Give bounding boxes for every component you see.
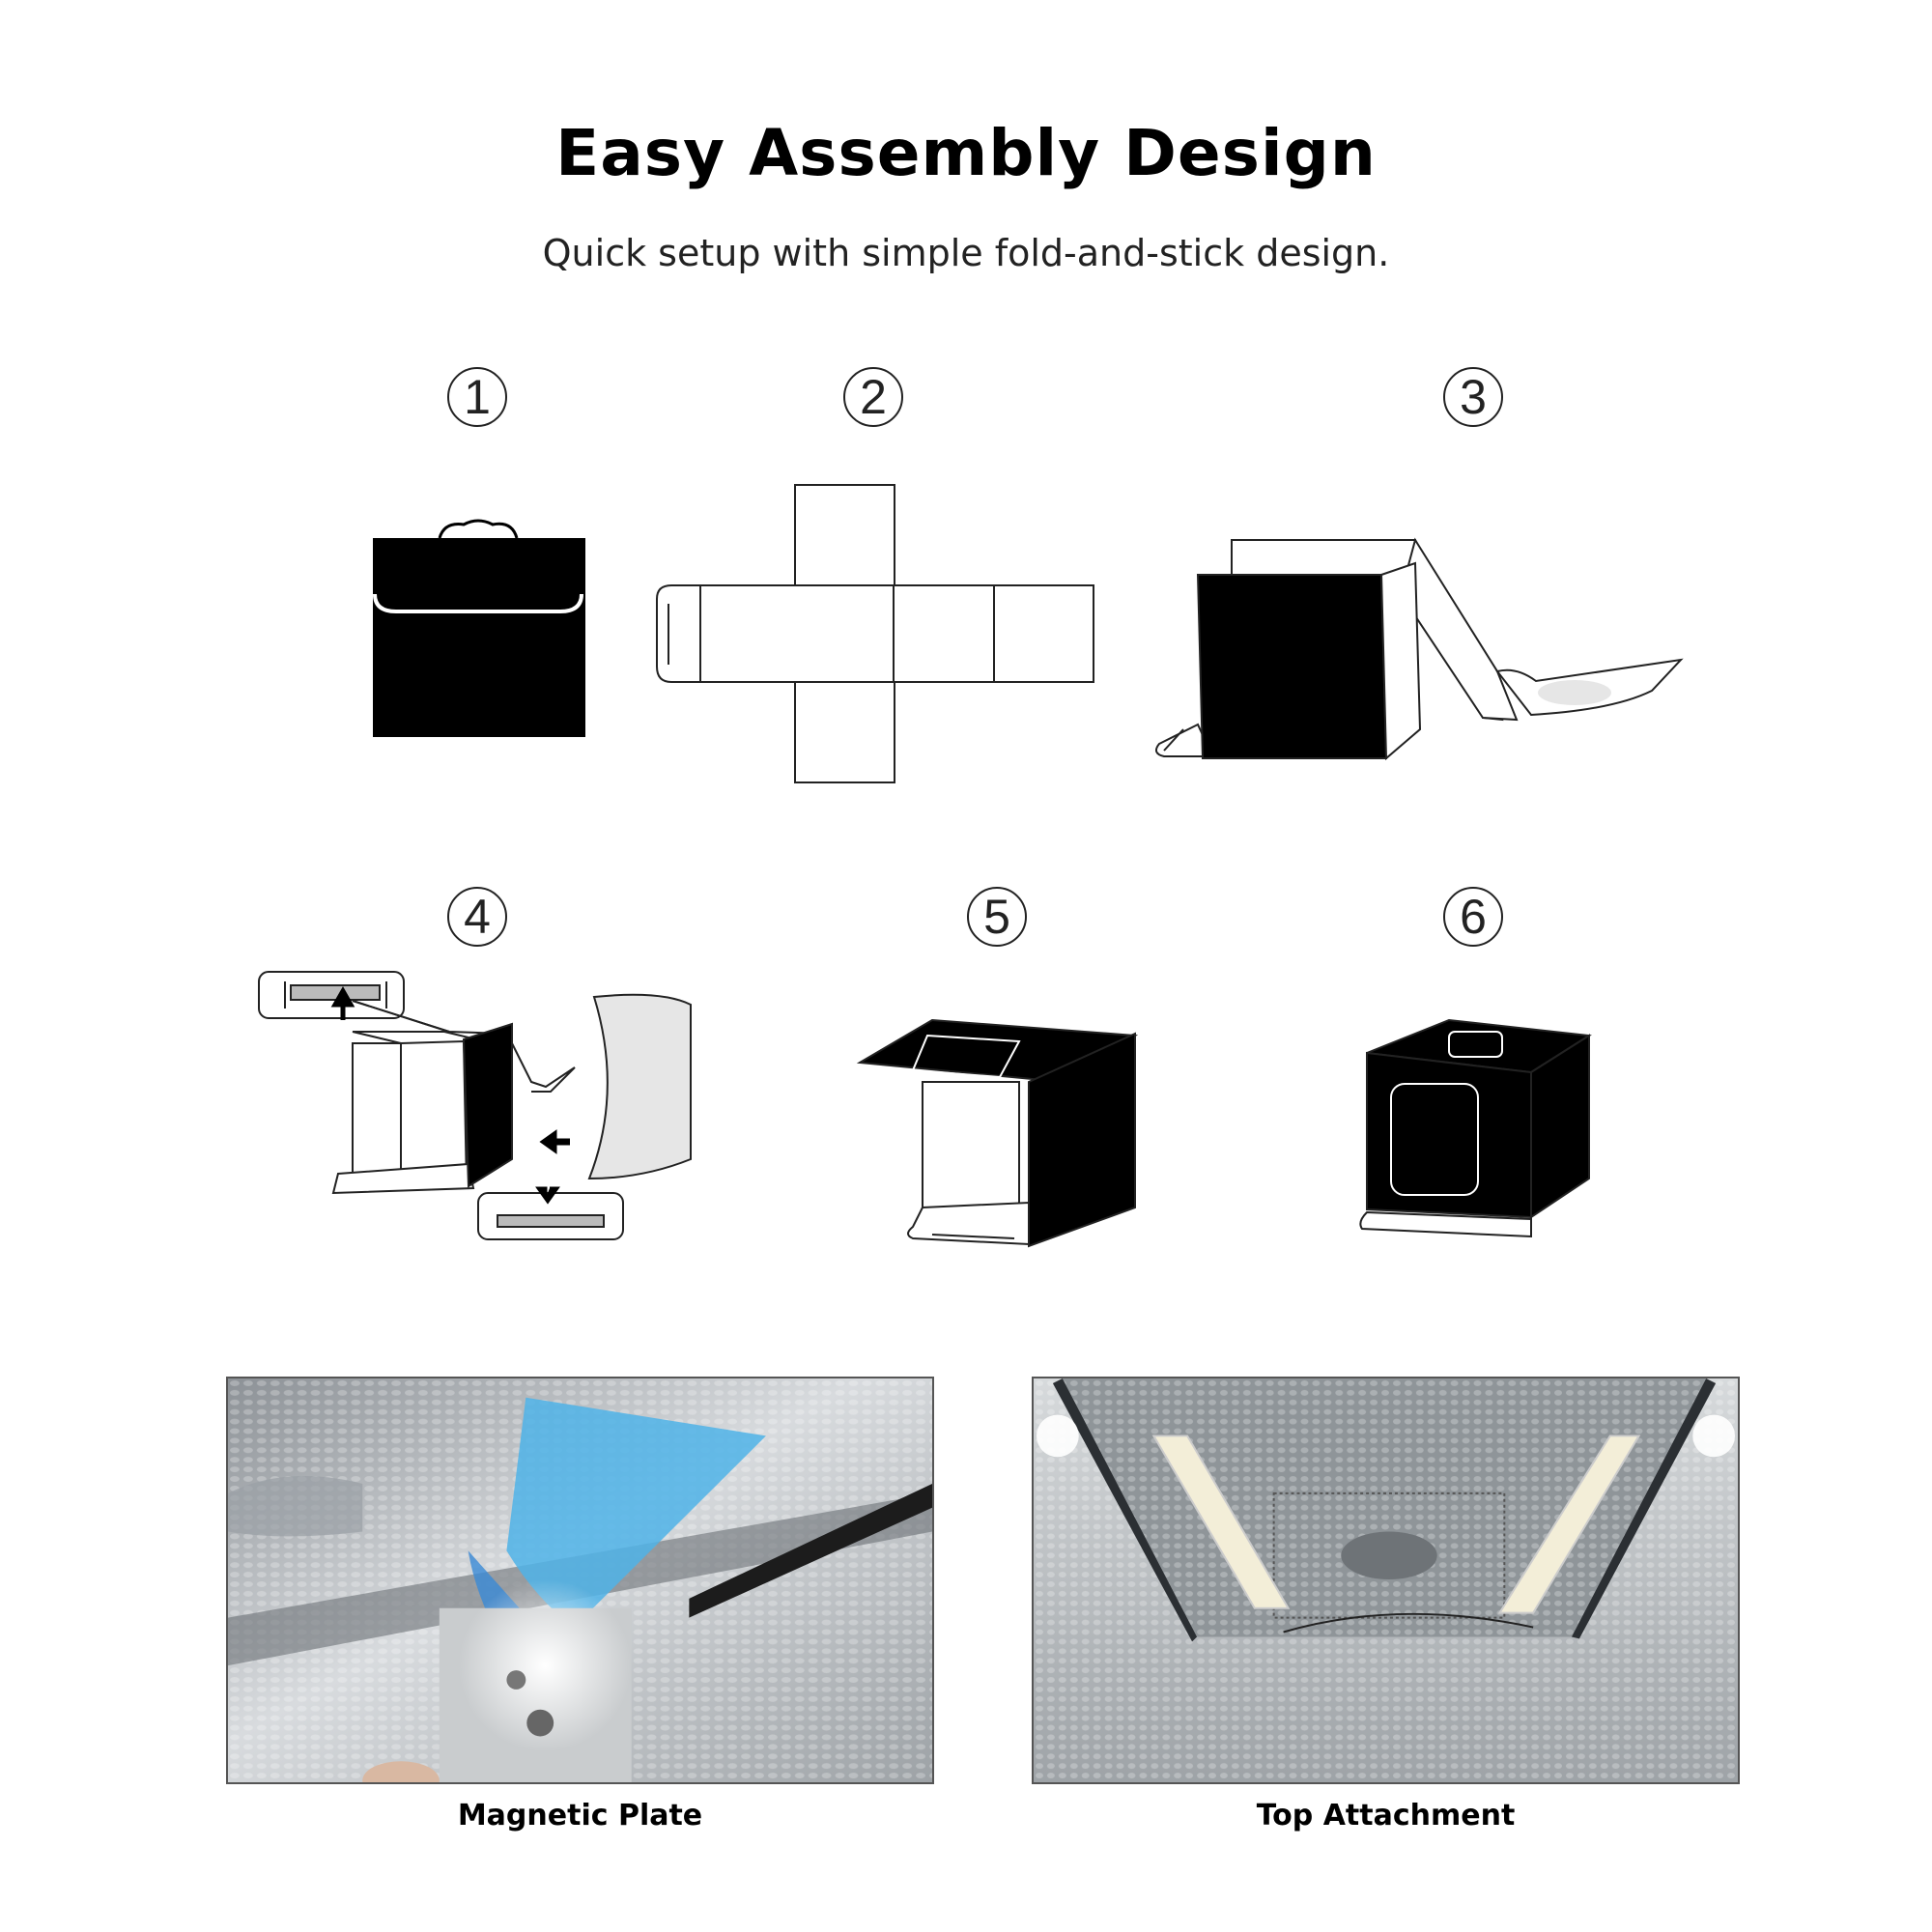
unfolding-box-icon <box>1150 536 1690 768</box>
magnetic-plate-caption: Magnetic Plate <box>457 1799 703 1833</box>
step-3-number: 3 <box>1443 367 1503 427</box>
attach-panels-icon <box>256 966 710 1256</box>
step-4-number: 4 <box>447 887 507 947</box>
page-title: Easy Assembly Design <box>555 116 1377 190</box>
assembled-box-icon <box>1357 1014 1589 1246</box>
step-6-number: 6 <box>1443 887 1503 947</box>
magnetic-plate-photo <box>226 1377 934 1784</box>
fold-top-icon <box>855 1014 1145 1246</box>
top-attachment-photo <box>1032 1377 1740 1784</box>
step-1-number: 1 <box>447 367 507 427</box>
top-attachment-caption: Top Attachment <box>1256 1799 1516 1833</box>
page-subtitle: Quick setup with simple fold-and-stick design. <box>542 232 1390 274</box>
step-5-number: 5 <box>967 887 1027 947</box>
folded-bag-icon <box>367 517 589 744</box>
unfolded-cross-net-icon <box>652 483 1101 787</box>
step-2-number: 2 <box>843 367 903 427</box>
